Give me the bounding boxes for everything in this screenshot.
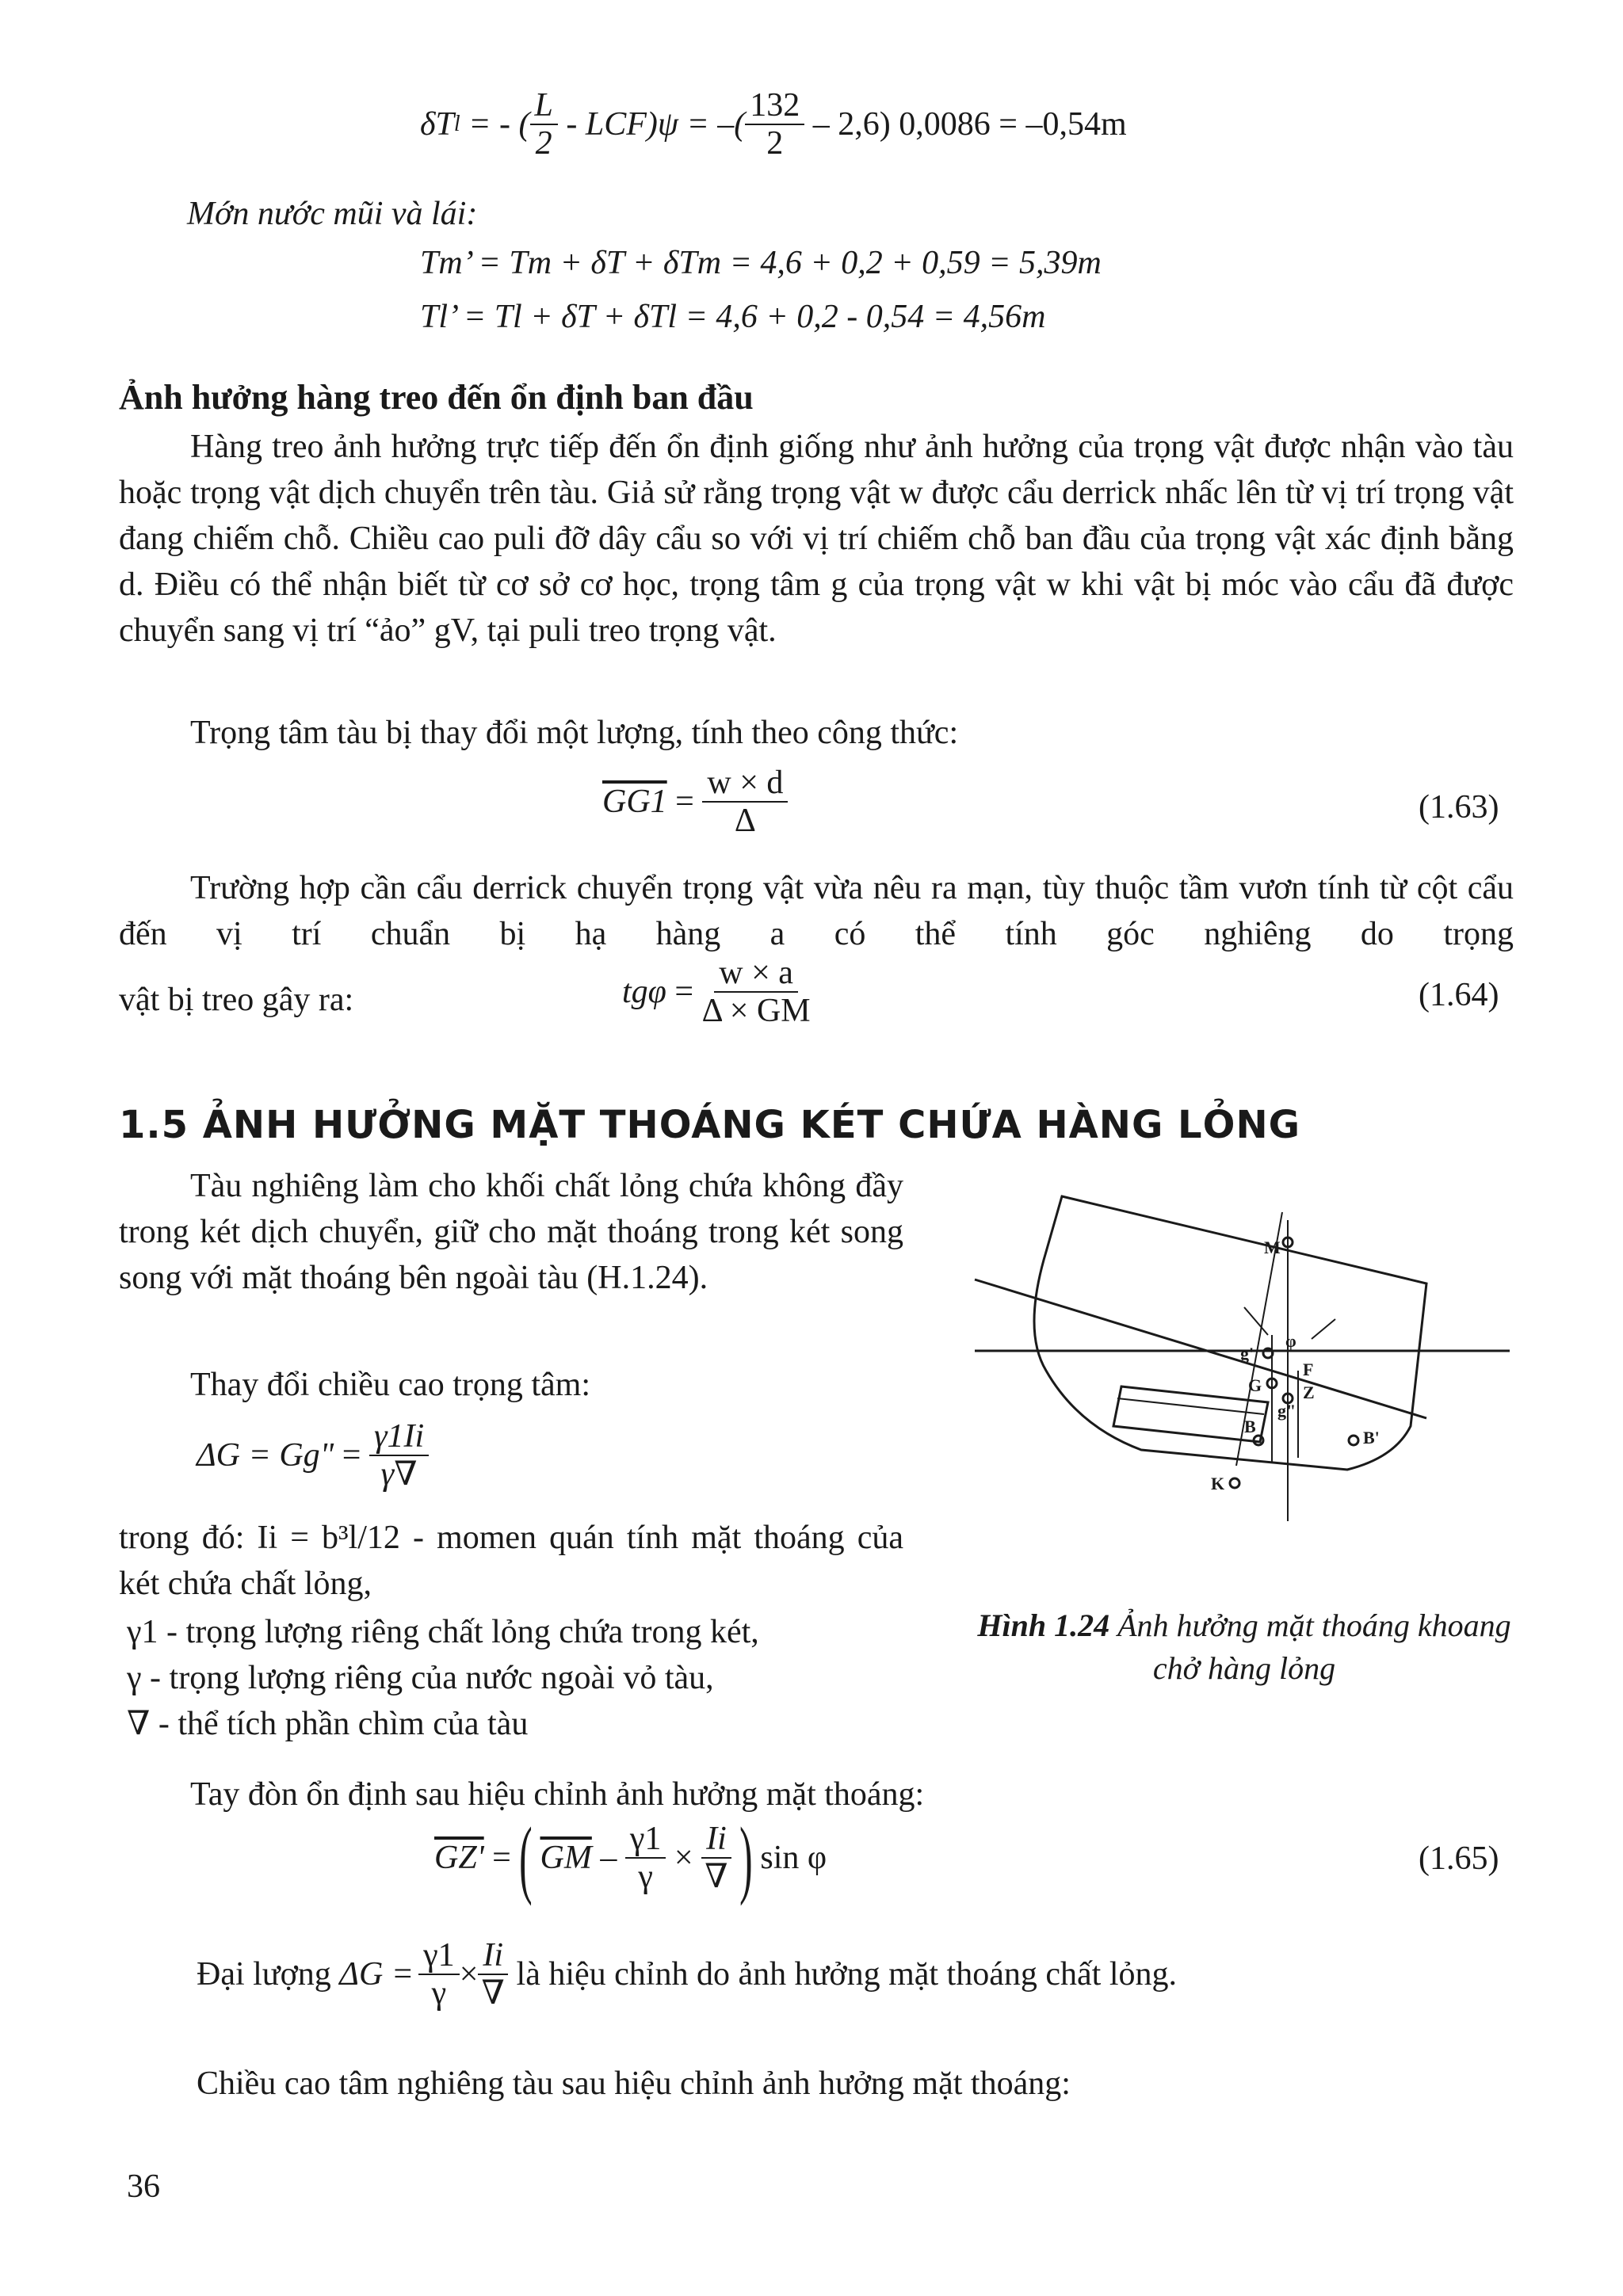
section-title: 1.5 ẢNH HƯỞNG MẶT THOÁNG KÉT CHỨA HÀNG LỎNG (119, 1103, 1301, 1147)
figure-caption (967, 1604, 1522, 1690)
fraction-132-over-2 (745, 87, 804, 162)
paragraph-free-surface-intro: Tàu nghiêng làm cho khối chất lỏng chứa không đầy trong két dịch chuyển, giữ cho mặt thoáng trong két song song với mặt thoáng bên ngoài tàu (H.1.24). (119, 1168, 903, 1296)
subsection-heading: Ảnh hưởng hàng treo đến ổn định ban đầu (119, 378, 754, 417)
label-b: B (1244, 1417, 1256, 1436)
gz-prime-symbol: GZ' (434, 1840, 484, 1876)
delta-g-lhs: ΔG = Gg" (197, 1437, 334, 1474)
label-g-double: g" (1277, 1401, 1296, 1421)
label-z: Z (1303, 1383, 1315, 1402)
frac-den: Δ × GM (701, 993, 811, 1029)
frac-num: w × d (702, 765, 788, 803)
fraction-ii-over-volume (701, 1821, 731, 1895)
label-g-prime: g' (1240, 1344, 1254, 1363)
eq-rhs: – 2,6) 0,0086 = –0,54m (804, 106, 1127, 143)
paragraph-height-change: Thay đổi chiều cao trọng tâm: (190, 1367, 591, 1403)
paragraph-where: trong đó: Ii = b³l/12 - momen quán tính mặt thoáng của két chứa chất lỏng, (119, 1520, 903, 1602)
tg-phi-symbol: tgφ (622, 974, 666, 1010)
equals-sign: = (483, 1840, 511, 1876)
draft-equation-bow: Tm’ = Tm + δT + δTm = 4,6 + 0,2 + 0,59 = 5,39m (420, 245, 1102, 281)
paragraph-hanging-cargo: Hàng treo ảnh hưởng trực tiếp đến ổn định giống như ảnh hưởng của trọng vật được nhận vào tàu hoặc trọng vật dịch chuyển trên tàu. Giả sử rằng trọng vật w được cẩu derrick nhấc lên từ vị trí trọng vật đang chiếm chỗ. Chiều cao puli đỡ dây cẩu so với vị trí chiếm chỗ ban đầu của trọng vật xác định bằng d. Điều có thể nhận biết từ cơ sở cơ học, trọng tâm g của trọng vật w khi vật bị móc vào cẩu đã được chuyển sang vị trí “ảo” gV, tại puli treo trọng vật. (119, 429, 1514, 649)
frac-num: Ii (701, 1821, 731, 1859)
page-number: 36 (127, 2168, 160, 2205)
figure-caption-text: Ảnh hưởng mặt thoáng khoang chở hàng lỏng (1109, 1608, 1511, 1686)
times-sign: × (666, 1840, 702, 1876)
point-k (1230, 1478, 1239, 1488)
waterline-inclined (975, 1280, 1426, 1418)
frac-num: Ii (478, 1937, 508, 1975)
point-b-prime (1349, 1436, 1358, 1445)
definition-volume: ∇ - thể tích phần chìm của tàu (127, 1706, 529, 1742)
equals-sign: = (334, 1437, 369, 1474)
equation-number-1-63: (1.63) (1419, 789, 1499, 826)
definition-gamma: γ - trọng lượng riêng của nước ngoài vỏ tàu, (127, 1660, 714, 1696)
equation-number-1-64: (1.64) (1419, 977, 1499, 1013)
arrow-line (1312, 1319, 1335, 1339)
frac-num: w × a (714, 955, 798, 993)
draft-heading: Mớn nước mũi và lái: (187, 196, 478, 232)
paragraph-righting-arm: Tay đòn ổn định sau hiệu chỉnh ảnh hưởng mặt thoáng: (190, 1776, 925, 1813)
times-sign: × (459, 1956, 479, 1993)
frac-den: γ (638, 1859, 653, 1895)
eq-lhs: δT (420, 106, 454, 143)
frac-num: γ1 (418, 1937, 460, 1975)
label-phi: φ (1285, 1331, 1296, 1351)
gm-symbol: $\overline{GM}$ (540, 1840, 592, 1876)
paragraph-metacentric-height: Chiều cao tâm nghiêng tàu sau hiệu chỉnh ảnh hưởng mặt thoáng: (197, 2065, 1071, 2102)
paragraph-correction-end: là hiệu chỉnh do ảnh hưởng mặt thoáng chất lỏng. (508, 1956, 1177, 1993)
paragraph-derrick-end: vật bị treo gây ra: (119, 982, 354, 1018)
frac-num: 132 (745, 87, 804, 125)
frac-num: L (530, 87, 558, 125)
paragraph-cg-shift: Trọng tâm tàu bị thay đổi một lượng, tính theo công thức: (190, 715, 959, 751)
equation-delta-g (197, 1418, 429, 1493)
frac-num: γ1 (625, 1821, 666, 1859)
frac-den: ∇ (481, 1975, 505, 2012)
fraction-gamma1-over-gamma (418, 1937, 460, 2012)
fraction-l-over-2 (530, 87, 558, 162)
left-paren: ( (518, 1810, 533, 1906)
frac-den: 2 (535, 125, 552, 162)
eq-lhs-sub: l (453, 112, 460, 136)
equation-number-1-65: (1.65) (1419, 1840, 1499, 1877)
draft-equation-stern: Tl’ = Tl + δT + δTl = 4,6 + 0,2 - 0,54 = 4,56m (420, 299, 1046, 335)
paragraph-correction-start: Đại lượng (197, 1956, 340, 1993)
frac-num: γ1Ii (369, 1418, 429, 1456)
fraction-wd-over-delta (702, 765, 788, 839)
eq-mid2: - LCF)ψ = –( (557, 106, 746, 143)
equation-1-64 (622, 955, 811, 1029)
equation-1-63 (602, 765, 788, 839)
minus-sign: – (591, 1840, 625, 1876)
equals-sign: = (666, 974, 702, 1010)
frac-den: 2 (766, 125, 784, 162)
equals-sign: = (666, 784, 703, 820)
fraction-gamma1-ii-over-gamma-v (369, 1418, 429, 1493)
label-b-prime: B' (1363, 1428, 1380, 1447)
right-paren: ) (739, 1810, 753, 1906)
frac-den: γ∇ (380, 1456, 418, 1493)
fraction-ii-over-volume (478, 1937, 508, 2012)
frac-den: ∇ (705, 1859, 728, 1895)
delta-g-symbol: ΔG = (339, 1956, 414, 1993)
equation-delta-tl (420, 87, 1127, 162)
figure-1-24-diagram (967, 1188, 1522, 1585)
label-k: K (1211, 1474, 1225, 1493)
paragraph-derrick: Trường hợp cần cẩu derrick chuyển trọng vật vừa nêu ra mạn, tùy thuộc tầm vươn tính từ cột cẩu đến vị trí chuẩn bị hạ hàng a có thể tính góc nghiêng do trọng (119, 870, 1514, 952)
tank-liquid-surface (1117, 1398, 1264, 1414)
fraction-gamma1-over-gamma (625, 1821, 666, 1895)
frac-den: γ (431, 1975, 447, 2012)
label-f: F (1303, 1360, 1314, 1379)
gg1-symbol: GG1 (602, 784, 667, 820)
fraction-wa-over-delta-gm (702, 955, 811, 1029)
paragraph-correction (197, 1937, 1177, 2012)
eq-mid1: = - ( (460, 106, 530, 143)
sin-phi: sin φ (760, 1840, 827, 1876)
figure-caption-number: Hình 1.24 (977, 1608, 1110, 1643)
definition-gamma1: γ1 - trọng lượng riêng chất lỏng chứa trong két, (127, 1614, 759, 1650)
label-m: M (1264, 1238, 1281, 1257)
equation-1-65 (434, 1810, 827, 1906)
frac-den: Δ (734, 803, 756, 839)
label-g: G (1248, 1375, 1262, 1395)
